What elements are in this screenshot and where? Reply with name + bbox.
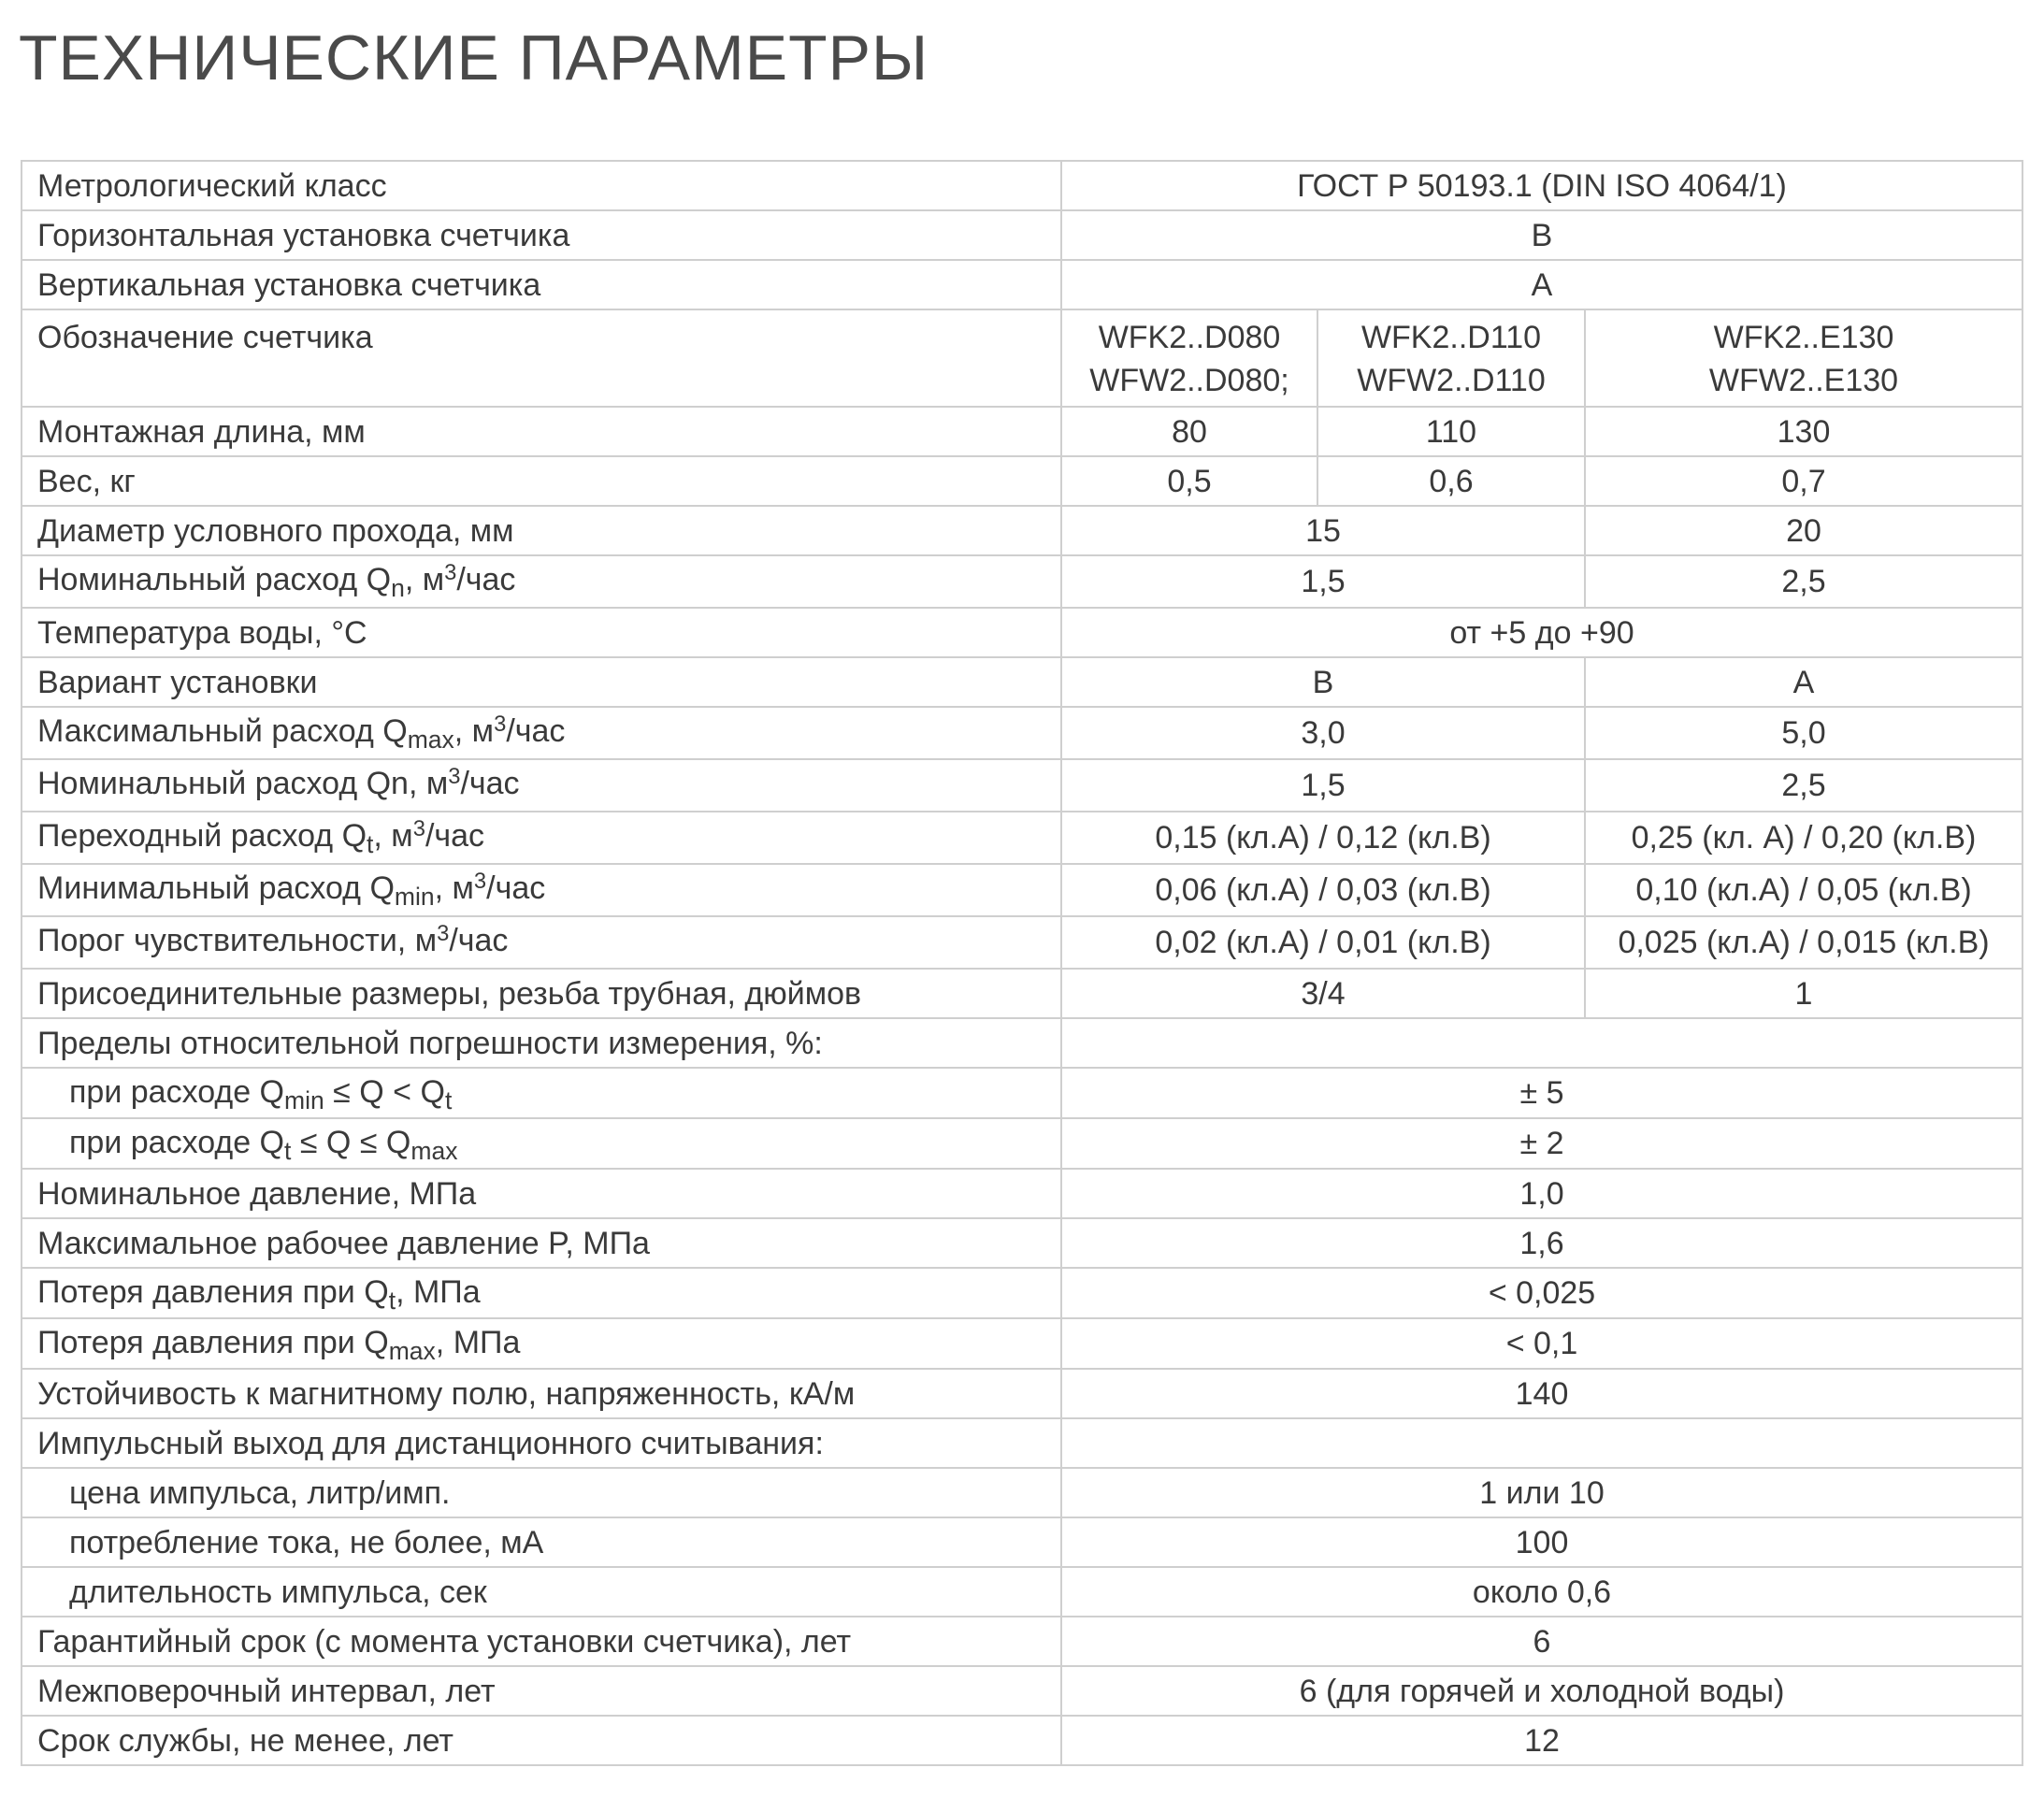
spec-table bbox=[21, 160, 2023, 1766]
param-value: 0,25 (кл. A) / 0,20 (кл.B) bbox=[1585, 812, 2022, 864]
param-label: потребление тока, не более, мА bbox=[22, 1517, 1061, 1567]
param-label: Межповерочный интервал, лет bbox=[22, 1666, 1061, 1716]
param-value: 0,06 (кл.A) / 0,03 (кл.B) bbox=[1061, 864, 1585, 916]
table-row bbox=[22, 1068, 2022, 1118]
param-value: 110 bbox=[1317, 407, 1585, 456]
param-label: Гарантийный срок (с момента установки счетчика), лет bbox=[22, 1617, 1061, 1666]
param-label: Переходный расход Qt, $м^3$/час bbox=[22, 812, 1061, 864]
table-row bbox=[22, 916, 2022, 969]
table-row bbox=[22, 210, 2022, 260]
table-row bbox=[22, 759, 2022, 812]
param-label: Метрологический класс bbox=[22, 161, 1061, 210]
table-row bbox=[22, 555, 2022, 608]
param-label: Максимальное рабочее давление P, МПа bbox=[22, 1218, 1061, 1268]
param-label: при расходе Qt ≤ Q ≤ Qmax bbox=[22, 1118, 1061, 1169]
param-value: 3/4 bbox=[1061, 969, 1585, 1018]
table-row bbox=[22, 309, 2022, 407]
param-label: Номинальный расход Qn, $м^3$/час bbox=[22, 555, 1061, 608]
param-value: 0,5 bbox=[1061, 456, 1317, 506]
param-value: ± 5 bbox=[1061, 1068, 2022, 1118]
param-value: 0,025 (кл.A) / 0,015 (кл.B) bbox=[1585, 916, 2022, 969]
param-label: Присоединительные размеры, резьба трубная, дюймов bbox=[22, 969, 1061, 1018]
param-value: 1,6 bbox=[1061, 1218, 2022, 1268]
table-row bbox=[22, 1517, 2022, 1567]
table-row bbox=[22, 969, 2022, 1018]
param-value: 0,6 bbox=[1317, 456, 1585, 506]
model-designation-3: WFK2..E130 WFW2..E130 bbox=[1585, 309, 2022, 407]
param-label: Устойчивость к магнитному полю, напряженность, кА/м bbox=[22, 1369, 1061, 1418]
param-label: Диаметр условного прохода, мм bbox=[22, 506, 1061, 555]
param-label: Импульсный выход для дистанционного считывания: bbox=[22, 1418, 1061, 1468]
param-value: A bbox=[1585, 657, 2022, 707]
param-value: 0,15 (кл.A) / 0,12 (кл.B) bbox=[1061, 812, 1585, 864]
table-row bbox=[22, 1468, 2022, 1517]
param-value: 5,0 bbox=[1585, 707, 2022, 759]
param-value: 12 bbox=[1061, 1716, 2022, 1765]
param-value: ГОСТ Р 50193.1 (DIN ISO 4064/1) bbox=[1061, 161, 2022, 210]
param-label: Потеря давления при Qt, МПа bbox=[22, 1268, 1061, 1318]
param-value: 20 bbox=[1585, 506, 2022, 555]
param-value bbox=[1061, 1018, 2022, 1068]
param-value: 0,7 bbox=[1585, 456, 2022, 506]
table-row bbox=[22, 1716, 2022, 1765]
table-row bbox=[22, 1118, 2022, 1169]
param-label: при расходе Qmin ≤ Q < Qt bbox=[22, 1068, 1061, 1118]
table-row bbox=[22, 707, 2022, 759]
model-designation-1: WFK2..D080 WFW2..D080; bbox=[1061, 309, 1317, 407]
param-label: Максимальный расход Qmax, $м^3$/час bbox=[22, 707, 1061, 759]
param-label: Горизонтальная установка счетчика bbox=[22, 210, 1061, 260]
table-row bbox=[22, 1318, 2022, 1369]
param-value: 1,5 bbox=[1061, 759, 1585, 812]
param-label: Вариант установки bbox=[22, 657, 1061, 707]
param-value: 130 bbox=[1585, 407, 2022, 456]
param-label: Вертикальная установка счетчика bbox=[22, 260, 1061, 309]
param-label: Пределы относительной погрешности измерения, %: bbox=[22, 1018, 1061, 1068]
param-value: 2,5 bbox=[1585, 759, 2022, 812]
param-value: около 0,6 bbox=[1061, 1567, 2022, 1617]
param-value: 0,02 (кл.A) / 0,01 (кл.B) bbox=[1061, 916, 1585, 969]
table-row bbox=[22, 1169, 2022, 1218]
param-value: от +5 до +90 bbox=[1061, 608, 2022, 657]
param-label: Срок службы, не менее, лет bbox=[22, 1716, 1061, 1765]
table-row bbox=[22, 1018, 2022, 1068]
param-value: 6 (для горячей и холодной воды) bbox=[1061, 1666, 2022, 1716]
param-label: Минимальный расход Qmin, $м^3$/час bbox=[22, 864, 1061, 916]
table-row bbox=[22, 864, 2022, 916]
param-label: Температура воды, °C bbox=[22, 608, 1061, 657]
table-row bbox=[22, 608, 2022, 657]
param-label: длительность импульса, сек bbox=[22, 1567, 1061, 1617]
param-value: 6 bbox=[1061, 1617, 2022, 1666]
param-label: Порог чувствительности, $м^3$/час bbox=[22, 916, 1061, 969]
param-value: 140 bbox=[1061, 1369, 2022, 1418]
table-row bbox=[22, 1666, 2022, 1716]
param-value: 1 bbox=[1585, 969, 2022, 1018]
param-value: < 0,1 bbox=[1061, 1318, 2022, 1369]
table-row bbox=[22, 657, 2022, 707]
table-row bbox=[22, 1268, 2022, 1318]
param-label: Монтажная длина, мм bbox=[22, 407, 1061, 456]
table-row bbox=[22, 1567, 2022, 1617]
page-title: ТЕХНИЧЕСКИЕ ПАРАМЕТРЫ bbox=[19, 22, 929, 93]
table-row bbox=[22, 456, 2022, 506]
param-value: B bbox=[1061, 210, 2022, 260]
param-label: Обозначение счетчика bbox=[22, 309, 1061, 407]
param-value: < 0,025 bbox=[1061, 1268, 2022, 1318]
param-value: 100 bbox=[1061, 1517, 2022, 1567]
table-row bbox=[22, 407, 2022, 456]
param-value: 3,0 bbox=[1061, 707, 1585, 759]
table-row bbox=[22, 161, 2022, 210]
param-label: цена импульса, литр/имп. bbox=[22, 1468, 1061, 1517]
param-label: Потеря давления при Qmax, МПа bbox=[22, 1318, 1061, 1369]
param-value: 2,5 bbox=[1585, 555, 2022, 608]
param-label: Вес, кг bbox=[22, 456, 1061, 506]
model-designation-2: WFK2..D110 WFW2..D110 bbox=[1317, 309, 1585, 407]
param-value: ± 2 bbox=[1061, 1118, 2022, 1169]
param-value: 1,0 bbox=[1061, 1169, 2022, 1218]
table-row bbox=[22, 506, 2022, 555]
table-row bbox=[22, 1369, 2022, 1418]
param-value: B bbox=[1061, 657, 1585, 707]
table-row bbox=[22, 1218, 2022, 1268]
param-value: 1,5 bbox=[1061, 555, 1585, 608]
param-value: 15 bbox=[1061, 506, 1585, 555]
param-value: 80 bbox=[1061, 407, 1317, 456]
param-value: A bbox=[1061, 260, 2022, 309]
param-label: Номинальный расход Qn, $м^3$/час bbox=[22, 759, 1061, 812]
table-row bbox=[22, 260, 2022, 309]
param-value: 0,10 (кл.A) / 0,05 (кл.B) bbox=[1585, 864, 2022, 916]
table-row bbox=[22, 812, 2022, 864]
param-value: 1 или 10 bbox=[1061, 1468, 2022, 1517]
param-value bbox=[1061, 1418, 2022, 1468]
table-row bbox=[22, 1617, 2022, 1666]
table-row bbox=[22, 1418, 2022, 1468]
param-label: Номинальное давление, МПа bbox=[22, 1169, 1061, 1218]
